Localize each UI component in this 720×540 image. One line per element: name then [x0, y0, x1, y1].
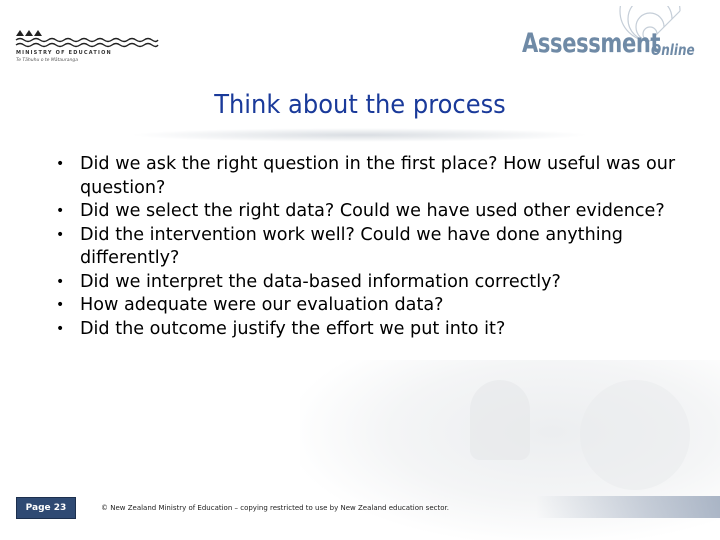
slide-title: Think about the process: [214, 90, 506, 120]
bullet-item: • Did we select the right data? Could we have used other evidence?: [56, 200, 676, 224]
ministry-name: MINISTRY OF EDUCATION: [16, 50, 112, 56]
brand-assessment: Assessment: [522, 28, 661, 59]
brand-online: Online: [651, 41, 695, 59]
background-figure: [580, 380, 690, 490]
title-divider: [130, 128, 590, 142]
header: [0, 0, 720, 80]
ministry-subtitle: Te Tāhuhu o te Mātauranga: [16, 58, 78, 63]
footer-gradient: [536, 496, 720, 518]
bullet-list: [56, 153, 676, 341]
bullet-item: • How adequate were our evaluation data?: [56, 294, 676, 318]
bullet-item: • Did we interpret the data-based information correctly?: [56, 271, 676, 295]
bullet-item: • Did the outcome justify the effort we put into it?: [56, 318, 676, 342]
bullet-item: • Did the intervention work well? Could we have done anything differently?: [56, 224, 676, 271]
page-number-badge: Page 23: [16, 497, 76, 519]
copyright-notice: © New Zealand Ministry of Education – copying restricted to use by New Zealand education sector.: [101, 504, 449, 512]
bullet-item: • Did we ask the right question in the first place? How useful was our question?: [56, 153, 676, 200]
background-figure: [470, 380, 530, 460]
